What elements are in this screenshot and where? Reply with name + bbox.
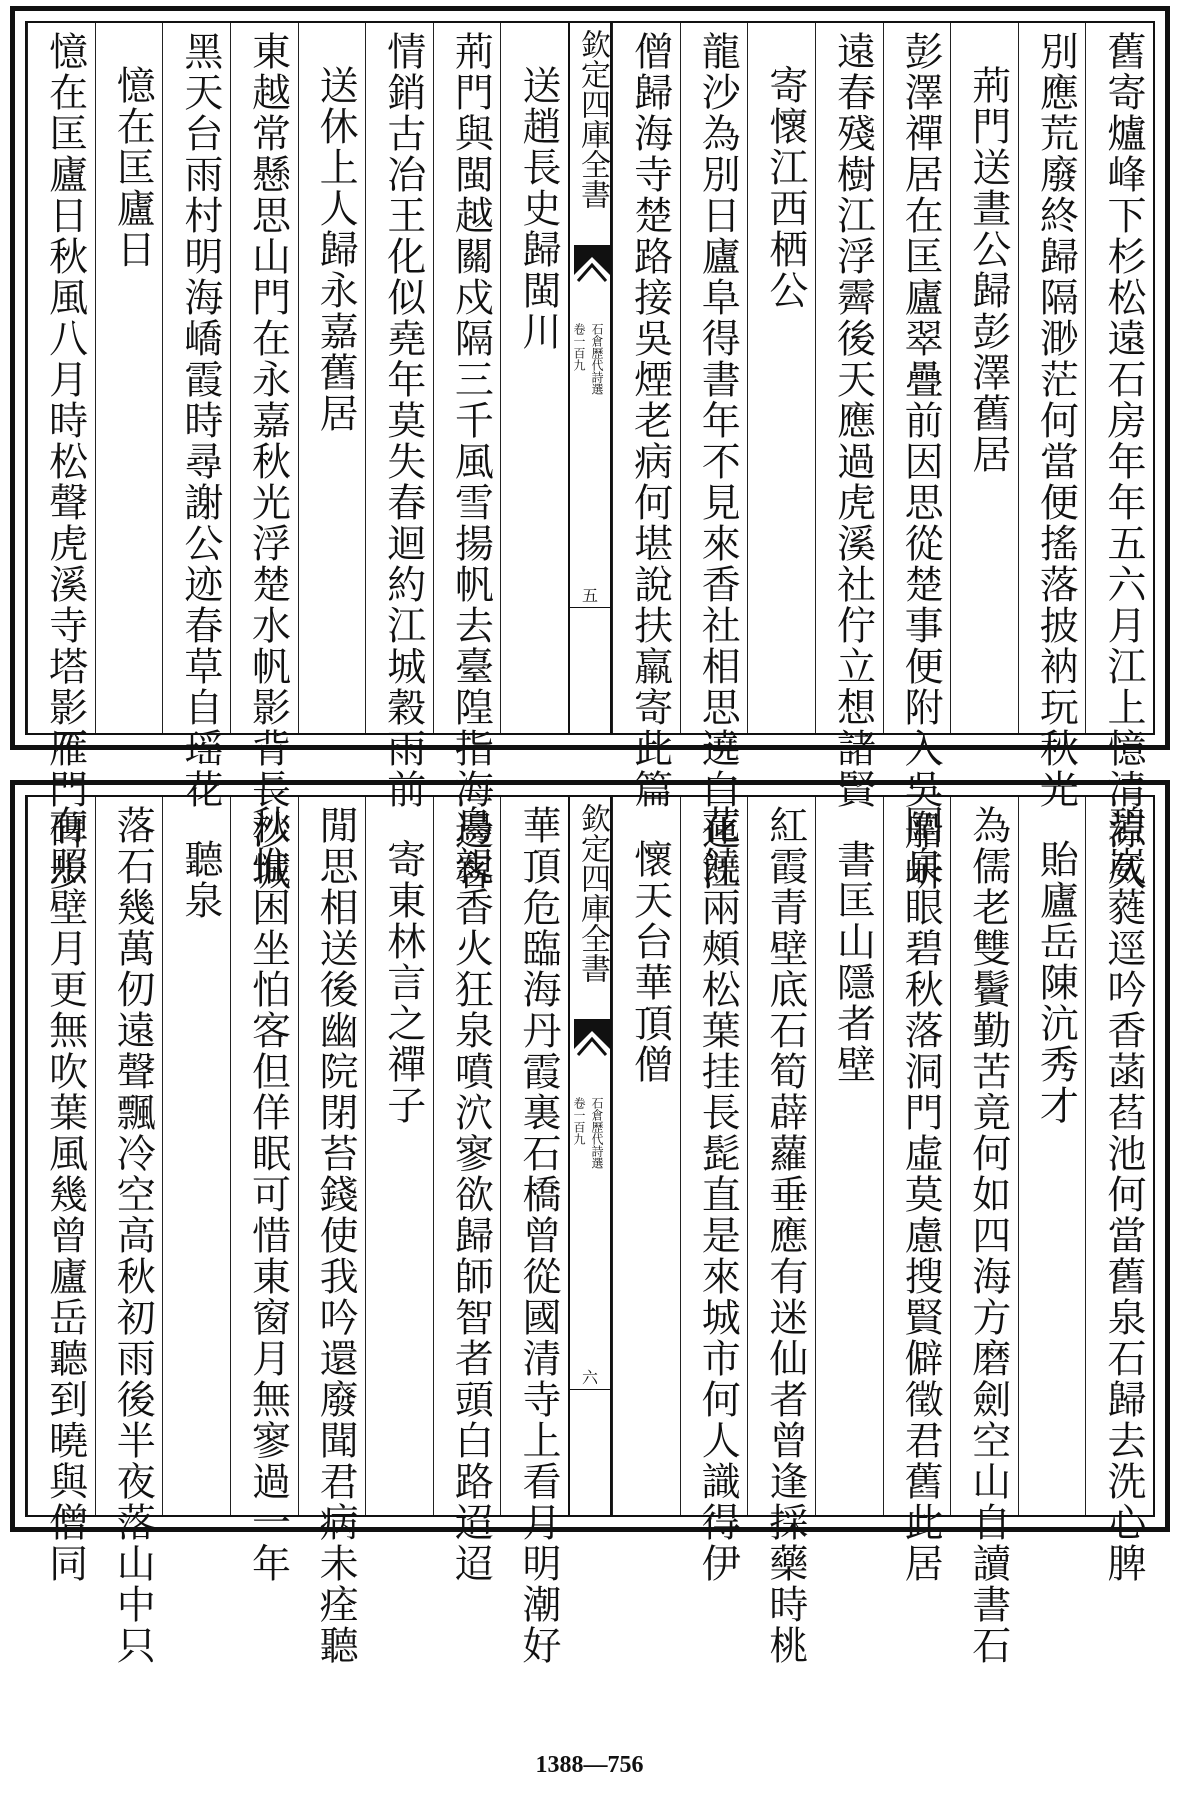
poem-title: 書匡山隱者壁 (830, 839, 876, 1085)
volume-number: 卷一百九 (572, 323, 586, 371)
poem-title-column (1018, 797, 1086, 1515)
poem-line: 荊門與閩越關戍隔三千風雪揚帆去臺隍指海邊客 (448, 31, 494, 892)
leaf-number: 五 (581, 586, 598, 605)
poem-title-column (950, 23, 1018, 733)
poem-title-column (365, 797, 433, 1515)
poem-text-column (298, 797, 366, 1666)
center-spine (568, 23, 612, 733)
poem-title-column (298, 23, 366, 733)
poem-title: 寄懷江西栖公 (762, 65, 808, 311)
poem-title-column (612, 797, 680, 1515)
poem-title: 寄東林言之禪子 (380, 839, 426, 1126)
poem-line: 別應荒廢終歸隔渺茫何當便搖落披衲玩秋光 (1033, 31, 1079, 810)
fish-tail-mark (574, 1019, 610, 1059)
fish-tail-mark (574, 245, 610, 285)
poem-line: 為儒老雙鬢勤苦竟何如四海方磨劍空山自讀書石 (965, 805, 1011, 1666)
poem-text-column (230, 797, 298, 1584)
poem-text-column (27, 797, 95, 1584)
poem-line: 憶在匡廬日秋風八月時松聲虎溪寺塔影雁門碑步 (42, 31, 88, 892)
poem-text-column (433, 797, 501, 1584)
page-number-footer: 1388—756 (535, 1752, 644, 1778)
page-lower (10, 780, 1170, 1666)
poem-line: 落石幾萬仞遠聲飄冷空高秋初雨後半夜落山中只 (110, 805, 156, 1666)
poem-line: 紅霞青壁底石筍薜蘿垂應有迷仙者曾逢採藥時桃 (762, 805, 808, 1666)
book-title: 石倉歷代詩選 (590, 1097, 604, 1169)
poem-line: 圍泉眼碧秋落洞門虛莫慮搜賢僻徵君舊此居 (898, 805, 944, 1584)
page-border (25, 795, 1155, 1666)
poem-text-column (680, 797, 748, 1584)
poem-title: 送趙長史歸閩川 (516, 65, 561, 352)
poem-text-column (365, 23, 433, 810)
poem-title-column (815, 797, 883, 1515)
poem-line: 閒思相送後幽院閉苔錢使我吟還廢聞君病未痊聽 (313, 805, 359, 1666)
poem-title: 貽廬岳陳沆秀才 (1033, 839, 1079, 1126)
poem-text-column (27, 23, 95, 892)
poem-text-column (1085, 23, 1153, 892)
volume-number: 卷一百九 (572, 1097, 586, 1145)
poem-line: 黑天台雨村明海嶠霞時尋謝公迹春草自瑶花 (177, 31, 223, 810)
poem-line: 舊寄爐峰下杉松遠石房年年五六月江上憶清涼久 (1101, 31, 1146, 892)
poem-line: 花饒兩頰松葉挂長髭直是來城市何人識得伊 (695, 805, 741, 1584)
poem-title-column (500, 23, 568, 733)
poem-line: 東越常懸思山門在永嘉秋光浮楚水帆影背長沙城 (245, 31, 291, 892)
book-title: 石倉歷代詩選 (590, 323, 604, 395)
poem-line: 情銷古冶王化似堯年莫失春迴約江城穀雨前 (380, 31, 426, 810)
poem-line: 有照壁月更無吹葉風幾曾廬岳聽到曉與僧同 (42, 805, 88, 1584)
poem-text-column (883, 23, 951, 892)
poem-line: 遠春殘樹江浮霽後天應過虎溪社佇立想諸賢 (830, 31, 876, 810)
poem-line: 彭澤禪居在匡廬翠疊前因思從楚事便附入吳船岍 (898, 31, 944, 892)
poem-text-column (815, 23, 883, 810)
poem-text-column (230, 23, 298, 892)
poem-text-column (95, 797, 163, 1666)
poem-text-column (162, 23, 230, 810)
leaf-number: 六 (581, 1368, 598, 1387)
spine-rule (570, 607, 610, 608)
poem-text-column (680, 23, 748, 892)
poem-title: 聽泉 (177, 839, 223, 921)
library-title: 欽定四庫全書 (575, 803, 610, 983)
library-title: 欽定四庫全書 (575, 29, 610, 209)
poem-line: 鳥親香火狂泉噴泬寥欲歸師智者頭白路迢迢 (448, 805, 494, 1584)
spine-rule (570, 1389, 610, 1390)
poem-title: 送休上人歸永嘉舊居 (313, 65, 359, 434)
center-spine (568, 797, 612, 1515)
poem-text-column (1018, 23, 1086, 810)
poem-title: 懷天台華頂僧 (627, 839, 673, 1085)
poem-line: 碧崴蕤逕吟香菡萏池何當舊泉石歸去洗心脾 (1101, 805, 1146, 1584)
poem-title-column (747, 23, 815, 733)
poem-text-column (500, 797, 568, 1666)
poem-text-column (883, 797, 951, 1584)
poem-title-column (162, 797, 230, 1515)
poem-text-column (747, 797, 815, 1666)
poem-title: 憶在匡廬日 (110, 65, 156, 270)
poem-text-column (950, 797, 1018, 1666)
poem-text-column (433, 23, 501, 892)
poem-line: 龍沙為別日廬阜得書年不見來香社相思遶白蓮江 (695, 31, 741, 892)
poem-title: 荊門送晝公歸彭澤舊居 (965, 65, 1011, 475)
poem-text-column (1085, 797, 1153, 1584)
poem-text-column (612, 23, 680, 810)
poem-line: 僧歸海寺楚路接吳煙老病何堪說扶羸寄此篇 (627, 31, 673, 810)
poem-line: 華頂危臨海丹霞裏石橋曾從國清寺上看月明潮好 (516, 805, 561, 1666)
poem-line: 秋惟困坐怕客但佯眠可惜東窗月無寥過一年 (245, 805, 291, 1584)
poem-title-column (95, 23, 163, 733)
